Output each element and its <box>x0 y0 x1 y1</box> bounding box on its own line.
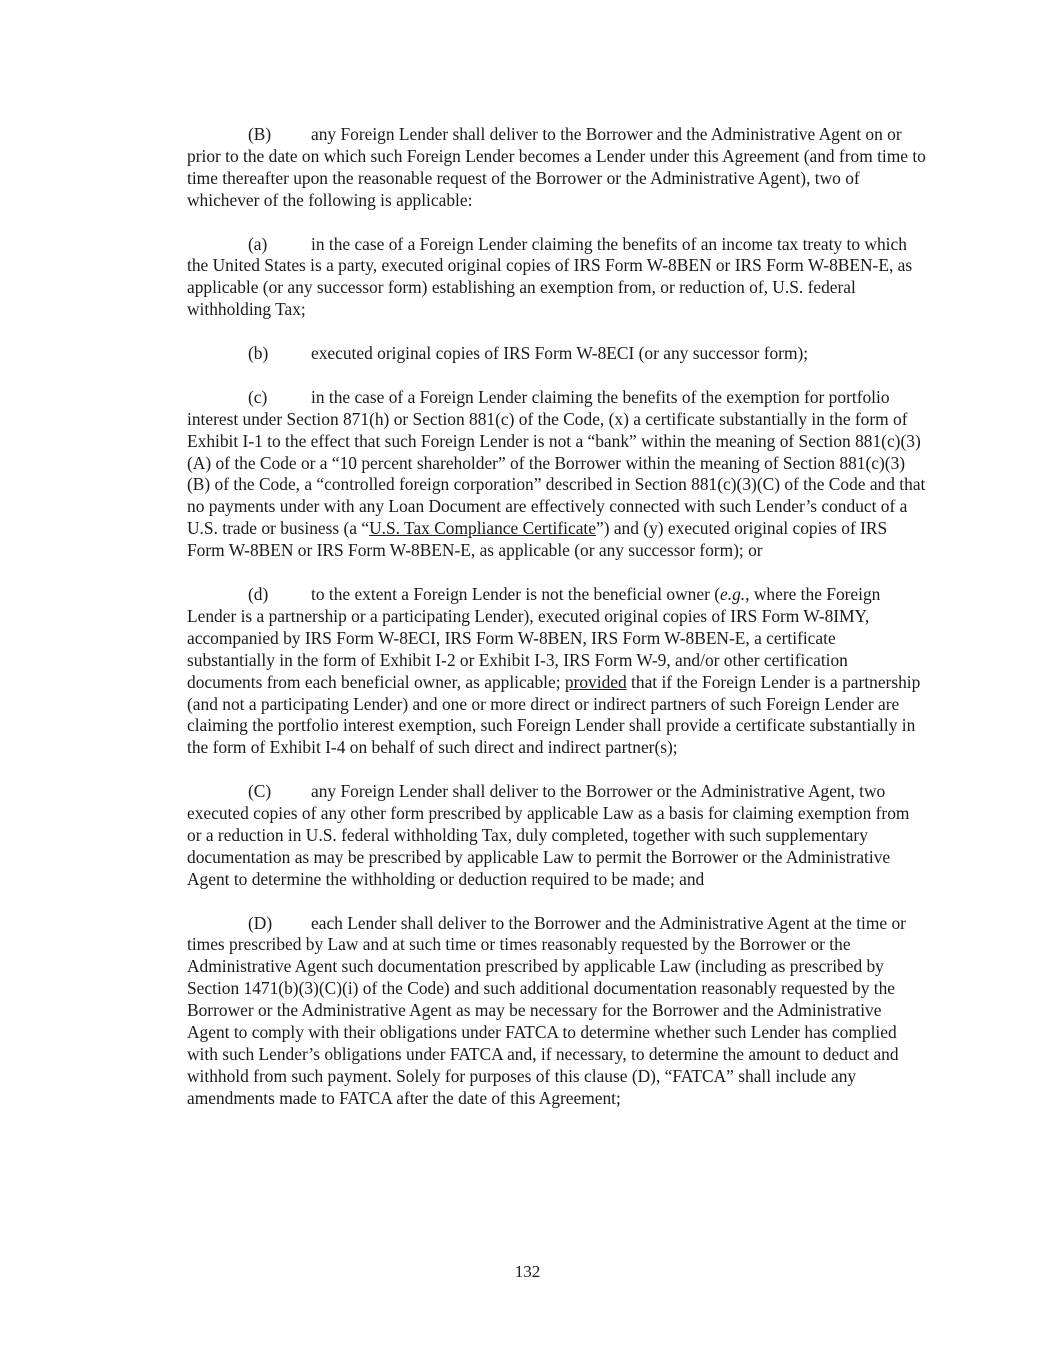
paragraph-a <box>187 234 927 322</box>
clause-text: each Lender shall deliver to the Borrower and the Administrative Agent at the time or times prescribed by Law and at such time or times reasonably requested by the Borrower or the Administrative Agent such documentation prescribed by applicable Law (including as prescribed by Section 1471(b)(3)(C)(i) of the Code) and such additional documentation reasonably requested by the Borrower or the Administrative Agent as may be necessary for the Borrower and the Administrative Agent to comply with their obligations under FATCA to determine whether such Lender has complied with such Lender’s obligations under FATCA and, if necessary, to determine the amount to deduct and withhold from such payment. Solely for purposes of this clause (D), “FATCA” shall include any amendments made to FATCA after the date of this Agreement; <box>187 912 906 1108</box>
paragraph-B <box>187 124 927 212</box>
paragraph-D <box>187 913 927 1110</box>
clause-label: (C) <box>248 781 272 802</box>
paragraph-C <box>187 781 927 891</box>
provided-term: provided <box>564 671 627 692</box>
clause-label: (B) <box>248 124 272 144</box>
clause-label: (D) <box>248 912 273 933</box>
paragraph-d <box>187 584 927 759</box>
clause-label: (b) <box>248 343 269 364</box>
paragraph-b <box>187 343 927 365</box>
clause-label: (c) <box>248 386 268 407</box>
page-number: 132 <box>514 1262 541 1281</box>
clause-text-middle: , where the Foreign Lender is a partnership or a participating Lender), executed original copies of IRS Form W-8IMY, accompanied by IRS Form W-8ECI, IRS Form W-8BEN, IRS Form W-8BEN-E, a certificate substantially in the form of Exhibit I-2 or Exhibit I-3, IRS Form W-9, and/or other certification documents from each beneficial owner, as applicable; <box>187 583 881 692</box>
clause-text-continued: ”) and (y) executed original copies of IRS Form W-8BEN or IRS Form W-8BEN-E, as applicable (or any successor form); or <box>187 518 888 561</box>
clause-text-continued: that if the Foreign Lender is a partnership (and not a participating Lender) and one or more direct or indirect partners of such Foreign Lender are claiming the portfolio interest exemption, such Foreign Lender shall provide a certificate substantially in the form of Exhibit I-4 on behalf of such direct and indirect partner(s); <box>187 671 921 758</box>
clause-text: any Foreign Lender shall deliver to the Borrower and the Administrative Agent on or prior to the date on which such Foreign Lender becomes a Lender under this Agreement (and from time to time thereafter upon the reasonable request of the Borrower or the Administrative Agent), two of whichever of the following is applicable: <box>187 124 926 210</box>
clause-label: (a) <box>248 233 268 254</box>
clause-label: (d) <box>248 583 269 604</box>
paragraph-c <box>187 387 927 562</box>
clause-text: to the extent a Foreign Lender is not the beneficial owner ( <box>311 583 721 604</box>
clause-text: in the case of a Foreign Lender claiming the benefits of the exemption for portfolio interest under Section 871(h) or Section 881(c) of the Code, (x) a certificate substantially in the form of Exhibit I-1 to the effect that such Foreign Lender is not a “bank” within the meaning of Section 881(c)(3)(A) of the Code or a “10 percent shareholder” of the Borrower within the meaning of Section 881(c)(3)(B) of the Code, a “controlled foreign corporation” described in Section 881(c)(3)(C) of the Code and that no payments under with any Loan Document are effectively connected with such Lender’s conduct of a U.S. trade or business (a “ <box>187 386 926 539</box>
clause-text: any Foreign Lender shall deliver to the Borrower or the Administrative Agent, two executed copies of any other form prescribed by applicable Law as a basis for claiming exemption from or a reduction in U.S. federal withholding Tax, duly completed, together with such supplementary documentation as may be prescribed by applicable Law to permit the Borrower or the Administrative Agent to determine the withholding or deduction required to be made; and <box>187 781 910 889</box>
clause-text: executed original copies of IRS Form W-8ECI (or any successor form); <box>311 343 809 364</box>
document-body <box>187 124 927 1132</box>
italic-eg: e.g. <box>720 583 746 604</box>
clause-text: in the case of a Foreign Lender claiming the benefits of an income tax treaty to which the United States is a party, executed original copies of IRS Form W-8BEN or IRS Form W-8BEN-E, as applicable (or any successor form) establishing an exemption from, or reduction of, U.S. federal withholding Tax; <box>187 233 913 320</box>
defined-term-us-tax-compliance-certificate: U.S. Tax Compliance Certificate <box>369 518 596 539</box>
